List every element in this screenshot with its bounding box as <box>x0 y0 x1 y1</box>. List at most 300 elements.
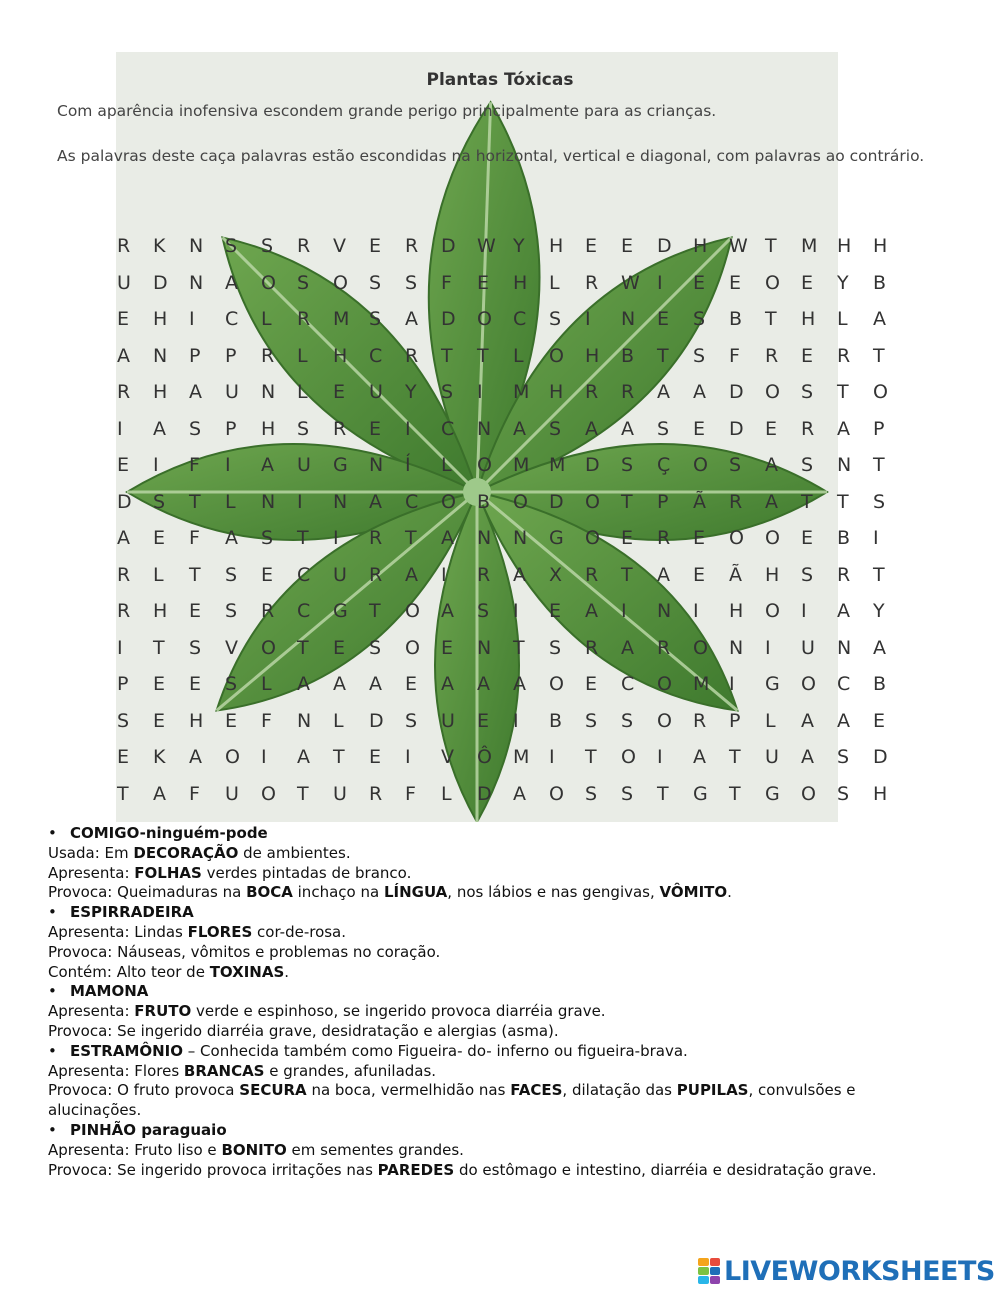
grid-letter[interactable]: A <box>297 673 310 696</box>
grid-letter[interactable]: I <box>657 746 663 769</box>
grid-letter[interactable]: E <box>369 746 382 769</box>
grid-letter[interactable]: E <box>117 746 130 769</box>
grid-letter[interactable]: E <box>189 600 202 623</box>
grid-letter[interactable]: I <box>873 527 879 550</box>
grid-letter[interactable]: O <box>657 673 672 696</box>
grid-letter[interactable]: O <box>513 490 528 513</box>
grid-letter[interactable]: R <box>117 235 131 258</box>
grid-letter[interactable]: A <box>765 454 778 477</box>
grid-letter[interactable]: T <box>657 782 669 805</box>
grid-letter[interactable]: H <box>873 782 888 805</box>
grid-letter[interactable]: T <box>621 490 633 513</box>
grid-letter[interactable]: S <box>621 709 634 732</box>
grid-letter[interactable]: S <box>369 271 382 294</box>
grid-letter[interactable]: L <box>333 709 344 732</box>
grid-letter[interactable]: T <box>657 344 669 367</box>
grid-letter[interactable]: S <box>405 709 418 732</box>
grid-letter[interactable]: H <box>585 344 600 367</box>
grid-letter[interactable]: S <box>261 527 274 550</box>
grid-letter[interactable]: N <box>477 636 492 659</box>
grid-letter[interactable]: N <box>621 308 636 331</box>
grid-letter[interactable]: E <box>693 527 706 550</box>
grid-letter[interactable]: R <box>585 563 599 586</box>
grid-letter[interactable]: I <box>441 563 447 586</box>
grid-letter[interactable]: E <box>585 235 598 258</box>
grid-letter[interactable]: N <box>513 527 528 550</box>
grid-letter[interactable]: R <box>765 344 779 367</box>
grid-letter[interactable]: L <box>513 344 524 367</box>
grid-letter[interactable]: A <box>261 454 274 477</box>
grid-letter[interactable]: V <box>333 235 346 258</box>
grid-letter[interactable]: M <box>513 746 530 769</box>
grid-letter[interactable]: R <box>729 490 743 513</box>
grid-letter[interactable]: R <box>117 381 131 404</box>
grid-letter[interactable]: U <box>765 746 779 769</box>
grid-letter[interactable]: N <box>837 454 852 477</box>
grid-letter[interactable]: A <box>513 563 526 586</box>
grid-letter[interactable]: S <box>693 308 706 331</box>
grid-letter[interactable]: H <box>189 709 204 732</box>
grid-letter[interactable]: R <box>585 636 599 659</box>
grid-letter[interactable]: R <box>369 563 383 586</box>
grid-letter[interactable]: F <box>441 271 452 294</box>
grid-letter[interactable]: E <box>585 673 598 696</box>
grid-letter[interactable]: C <box>369 344 383 367</box>
grid-letter[interactable]: N <box>189 235 204 258</box>
grid-letter[interactable]: G <box>333 600 348 623</box>
grid-letter[interactable]: Y <box>837 271 849 294</box>
grid-letter[interactable]: E <box>621 235 634 258</box>
grid-letter[interactable]: V <box>225 636 238 659</box>
grid-letter[interactable]: O <box>477 454 492 477</box>
grid-letter[interactable]: R <box>117 600 131 623</box>
grid-letter[interactable]: L <box>153 563 164 586</box>
grid-letter[interactable]: A <box>585 417 598 440</box>
grid-letter[interactable]: Ç <box>657 454 671 477</box>
grid-letter[interactable]: A <box>189 381 202 404</box>
grid-letter[interactable]: A <box>765 490 778 513</box>
grid-letter[interactable]: T <box>153 636 165 659</box>
grid-letter[interactable]: U <box>297 454 311 477</box>
grid-letter[interactable]: D <box>441 235 456 258</box>
grid-letter[interactable]: S <box>405 271 418 294</box>
grid-letter[interactable]: N <box>477 527 492 550</box>
grid-letter[interactable]: T <box>837 490 849 513</box>
grid-letter[interactable]: H <box>261 417 276 440</box>
grid-letter[interactable]: W <box>729 235 748 258</box>
grid-letter[interactable]: S <box>621 782 634 805</box>
grid-letter[interactable]: H <box>549 381 564 404</box>
grid-letter[interactable]: I <box>405 746 411 769</box>
grid-letter[interactable]: S <box>873 490 886 513</box>
grid-letter[interactable]: T <box>297 636 309 659</box>
grid-letter[interactable]: E <box>801 344 814 367</box>
grid-letter[interactable]: O <box>801 782 816 805</box>
grid-letter[interactable]: N <box>261 490 276 513</box>
grid-letter[interactable]: T <box>297 527 309 550</box>
grid-letter[interactable]: K <box>153 746 166 769</box>
grid-letter[interactable]: N <box>837 636 852 659</box>
grid-letter[interactable]: P <box>189 344 201 367</box>
grid-letter[interactable]: S <box>441 381 454 404</box>
grid-letter[interactable]: O <box>765 381 780 404</box>
grid-letter[interactable]: A <box>621 417 634 440</box>
grid-letter[interactable]: A <box>837 417 850 440</box>
grid-letter[interactable]: D <box>729 381 744 404</box>
grid-letter[interactable]: O <box>585 527 600 550</box>
grid-letter[interactable]: A <box>801 746 814 769</box>
grid-letter[interactable]: A <box>297 746 310 769</box>
grid-letter[interactable]: D <box>117 490 132 513</box>
grid-letter[interactable]: B <box>837 527 851 550</box>
grid-letter[interactable]: T <box>621 563 633 586</box>
grid-letter[interactable]: P <box>225 417 237 440</box>
grid-letter[interactable]: I <box>765 636 771 659</box>
grid-letter[interactable]: S <box>621 454 634 477</box>
grid-letter[interactable]: M <box>513 381 530 404</box>
grid-letter[interactable]: E <box>765 417 778 440</box>
grid-letter[interactable]: O <box>225 746 240 769</box>
grid-letter[interactable]: T <box>333 746 345 769</box>
grid-letter[interactable]: S <box>225 563 238 586</box>
grid-letter[interactable]: E <box>333 381 346 404</box>
grid-letter[interactable]: R <box>477 563 491 586</box>
grid-letter[interactable]: E <box>801 271 814 294</box>
grid-letter[interactable]: A <box>405 308 418 331</box>
grid-letter[interactable]: A <box>225 527 238 550</box>
grid-letter[interactable]: E <box>405 673 418 696</box>
grid-letter[interactable]: T <box>405 527 417 550</box>
grid-letter[interactable]: R <box>117 563 131 586</box>
grid-letter[interactable]: E <box>477 709 490 732</box>
grid-letter[interactable]: S <box>369 636 382 659</box>
grid-letter[interactable]: E <box>189 673 202 696</box>
grid-letter[interactable]: O <box>549 344 564 367</box>
grid-letter[interactable]: Y <box>873 600 885 623</box>
grid-letter[interactable]: T <box>585 746 597 769</box>
grid-letter[interactable]: C <box>513 308 527 331</box>
grid-letter[interactable]: C <box>621 673 635 696</box>
grid-letter[interactable]: U <box>333 782 347 805</box>
grid-letter[interactable]: S <box>549 308 562 331</box>
grid-letter[interactable]: L <box>225 490 236 513</box>
grid-letter[interactable]: E <box>153 527 166 550</box>
grid-letter[interactable]: O <box>405 600 420 623</box>
grid-letter[interactable]: N <box>369 454 384 477</box>
grid-letter[interactable]: B <box>621 344 635 367</box>
grid-letter[interactable]: R <box>657 527 671 550</box>
grid-letter[interactable]: A <box>369 490 382 513</box>
grid-letter[interactable]: Í <box>405 454 411 477</box>
grid-letter[interactable]: T <box>117 782 129 805</box>
grid-letter[interactable]: S <box>657 417 670 440</box>
grid-letter[interactable]: T <box>513 636 525 659</box>
grid-letter[interactable]: R <box>585 271 599 294</box>
grid-letter[interactable]: B <box>549 709 563 732</box>
grid-letter[interactable]: S <box>261 235 274 258</box>
grid-letter[interactable]: I <box>513 709 519 732</box>
grid-letter[interactable]: M <box>513 454 530 477</box>
grid-letter[interactable]: U <box>117 271 131 294</box>
grid-letter[interactable]: U <box>441 709 455 732</box>
grid-letter[interactable]: B <box>873 271 887 294</box>
grid-letter[interactable]: O <box>405 636 420 659</box>
grid-letter[interactable]: R <box>621 381 635 404</box>
grid-letter[interactable]: E <box>441 636 454 659</box>
grid-letter[interactable]: N <box>153 344 168 367</box>
grid-letter[interactable]: E <box>693 271 706 294</box>
grid-letter[interactable]: Ã <box>729 563 742 586</box>
grid-letter[interactable]: E <box>153 673 166 696</box>
grid-letter[interactable]: P <box>117 673 129 696</box>
grid-letter[interactable]: P <box>225 344 237 367</box>
grid-letter[interactable]: D <box>549 490 564 513</box>
grid-letter[interactable]: R <box>261 600 275 623</box>
grid-letter[interactable]: A <box>657 381 670 404</box>
grid-letter[interactable]: G <box>333 454 348 477</box>
grid-letter[interactable]: A <box>837 709 850 732</box>
grid-letter[interactable]: I <box>117 636 123 659</box>
grid-letter[interactable]: B <box>477 490 491 513</box>
grid-letter[interactable]: A <box>153 417 166 440</box>
grid-letter[interactable]: C <box>297 600 311 623</box>
grid-letter[interactable]: A <box>441 600 454 623</box>
grid-letter[interactable]: O <box>441 490 456 513</box>
grid-letter[interactable]: I <box>729 673 735 696</box>
grid-letter[interactable]: H <box>153 381 168 404</box>
grid-letter[interactable]: T <box>729 782 741 805</box>
grid-letter[interactable]: E <box>621 527 634 550</box>
grid-letter[interactable]: M <box>693 673 710 696</box>
grid-letter[interactable]: H <box>513 271 528 294</box>
grid-letter[interactable]: L <box>765 709 776 732</box>
grid-letter[interactable]: O <box>621 746 636 769</box>
grid-letter[interactable]: A <box>585 600 598 623</box>
grid-letter[interactable]: O <box>693 636 708 659</box>
grid-letter[interactable]: N <box>189 271 204 294</box>
grid-letter[interactable]: C <box>405 490 419 513</box>
grid-letter[interactable]: E <box>873 709 886 732</box>
grid-letter[interactable]: Y <box>405 381 417 404</box>
grid-letter[interactable]: L <box>297 344 308 367</box>
grid-letter[interactable]: O <box>585 490 600 513</box>
grid-letter[interactable]: N <box>729 636 744 659</box>
grid-letter[interactable]: L <box>441 454 452 477</box>
grid-letter[interactable]: E <box>117 454 130 477</box>
grid-letter[interactable]: T <box>729 746 741 769</box>
grid-letter[interactable]: S <box>801 454 814 477</box>
grid-letter[interactable]: A <box>801 709 814 732</box>
grid-letter[interactable]: D <box>153 271 168 294</box>
grid-letter[interactable]: I <box>513 600 519 623</box>
grid-letter[interactable]: V <box>441 746 454 769</box>
grid-letter[interactable]: B <box>729 308 743 331</box>
grid-letter[interactable]: W <box>477 235 496 258</box>
grid-letter[interactable]: R <box>405 235 419 258</box>
grid-letter[interactable]: H <box>765 563 780 586</box>
grid-letter[interactable]: O <box>801 673 816 696</box>
grid-letter[interactable]: I <box>117 417 123 440</box>
grid-letter[interactable]: E <box>369 417 382 440</box>
grid-letter[interactable]: S <box>189 636 202 659</box>
grid-letter[interactable]: T <box>873 563 885 586</box>
grid-letter[interactable]: A <box>225 271 238 294</box>
grid-letter[interactable]: R <box>657 636 671 659</box>
grid-letter[interactable]: A <box>657 563 670 586</box>
grid-letter[interactable]: S <box>801 563 814 586</box>
grid-letter[interactable]: O <box>765 600 780 623</box>
grid-letter[interactable]: G <box>765 673 780 696</box>
grid-letter[interactable]: D <box>441 308 456 331</box>
grid-letter[interactable]: A <box>837 600 850 623</box>
grid-letter[interactable]: S <box>225 235 238 258</box>
grid-letter[interactable]: O <box>333 271 348 294</box>
grid-letter[interactable]: T <box>477 344 489 367</box>
grid-letter[interactable]: D <box>585 454 600 477</box>
grid-letter[interactable]: F <box>405 782 416 805</box>
grid-letter[interactable]: S <box>801 381 814 404</box>
grid-letter[interactable]: O <box>477 308 492 331</box>
grid-letter[interactable]: U <box>369 381 383 404</box>
grid-letter[interactable]: L <box>837 308 848 331</box>
grid-letter[interactable]: O <box>549 673 564 696</box>
grid-letter[interactable]: Y <box>513 235 525 258</box>
grid-letter[interactable]: T <box>189 563 201 586</box>
grid-letter[interactable]: D <box>873 746 888 769</box>
grid-letter[interactable]: P <box>729 709 741 732</box>
grid-letter[interactable]: T <box>297 782 309 805</box>
grid-letter[interactable]: U <box>225 381 239 404</box>
grid-letter[interactable]: A <box>873 636 886 659</box>
grid-letter[interactable]: P <box>657 490 669 513</box>
grid-letter[interactable]: T <box>765 235 777 258</box>
grid-letter[interactable]: A <box>477 673 490 696</box>
grid-letter[interactable]: L <box>441 782 452 805</box>
grid-letter[interactable]: E <box>117 308 130 331</box>
grid-letter[interactable]: I <box>189 308 195 331</box>
grid-letter[interactable]: R <box>261 344 275 367</box>
grid-letter[interactable]: Ã <box>693 490 706 513</box>
grid-letter[interactable]: I <box>333 527 339 550</box>
grid-letter[interactable]: A <box>513 782 526 805</box>
grid-letter[interactable]: C <box>837 673 851 696</box>
grid-letter[interactable]: M <box>333 308 350 331</box>
grid-letter[interactable]: A <box>693 746 706 769</box>
grid-letter[interactable]: E <box>261 563 274 586</box>
grid-letter[interactable]: S <box>549 417 562 440</box>
grid-letter[interactable]: E <box>657 308 670 331</box>
grid-letter[interactable]: R <box>297 235 311 258</box>
grid-letter[interactable]: N <box>477 417 492 440</box>
grid-letter[interactable]: P <box>873 417 885 440</box>
grid-letter[interactable]: S <box>477 600 490 623</box>
grid-letter[interactable]: L <box>261 308 272 331</box>
grid-letter[interactable]: I <box>153 454 159 477</box>
grid-letter[interactable]: A <box>441 527 454 550</box>
grid-letter[interactable]: I <box>549 746 555 769</box>
grid-letter[interactable]: R <box>405 344 419 367</box>
grid-letter[interactable]: W <box>621 271 640 294</box>
grid-letter[interactable]: A <box>873 308 886 331</box>
grid-letter[interactable]: E <box>477 271 490 294</box>
grid-letter[interactable]: T <box>837 381 849 404</box>
grid-letter[interactable]: U <box>225 782 239 805</box>
grid-letter[interactable]: S <box>189 417 202 440</box>
grid-letter[interactable]: I <box>693 600 699 623</box>
grid-letter[interactable]: R <box>837 344 851 367</box>
grid-letter[interactable]: B <box>873 673 887 696</box>
grid-letter[interactable]: O <box>729 527 744 550</box>
grid-letter[interactable]: D <box>729 417 744 440</box>
grid-letter[interactable]: R <box>837 563 851 586</box>
grid-letter[interactable]: L <box>297 381 308 404</box>
grid-letter[interactable]: A <box>405 563 418 586</box>
grid-letter[interactable]: O <box>765 271 780 294</box>
grid-letter[interactable]: O <box>261 271 276 294</box>
grid-letter[interactable]: S <box>729 454 742 477</box>
grid-letter[interactable]: L <box>549 271 560 294</box>
grid-letter[interactable]: T <box>801 490 813 513</box>
grid-letter[interactable]: R <box>585 381 599 404</box>
grid-letter[interactable]: O <box>261 782 276 805</box>
grid-letter[interactable]: Ô <box>477 746 492 769</box>
grid-letter[interactable]: T <box>369 600 381 623</box>
grid-letter[interactable]: K <box>153 235 166 258</box>
grid-letter[interactable]: S <box>117 709 130 732</box>
word-search-grid[interactable] <box>114 228 906 812</box>
grid-letter[interactable]: N <box>261 381 276 404</box>
grid-letter[interactable]: E <box>153 709 166 732</box>
grid-letter[interactable]: G <box>549 527 564 550</box>
grid-letter[interactable]: N <box>297 709 312 732</box>
grid-letter[interactable]: C <box>441 417 455 440</box>
grid-letter[interactable]: D <box>657 235 672 258</box>
grid-letter[interactable]: T <box>873 454 885 477</box>
grid-letter[interactable]: D <box>477 782 492 805</box>
grid-letter[interactable]: T <box>765 308 777 331</box>
grid-letter[interactable]: S <box>585 709 598 732</box>
grid-letter[interactable]: F <box>261 709 272 732</box>
grid-letter[interactable]: O <box>549 782 564 805</box>
grid-letter[interactable]: I <box>225 454 231 477</box>
grid-letter[interactable]: H <box>729 600 744 623</box>
grid-letter[interactable]: R <box>369 527 383 550</box>
grid-letter[interactable]: S <box>837 782 850 805</box>
grid-letter[interactable]: H <box>153 308 168 331</box>
grid-letter[interactable]: S <box>297 417 310 440</box>
grid-letter[interactable]: D <box>369 709 384 732</box>
grid-letter[interactable]: I <box>585 308 591 331</box>
grid-letter[interactable]: S <box>297 271 310 294</box>
grid-letter[interactable]: C <box>225 308 239 331</box>
grid-letter[interactable]: H <box>873 235 888 258</box>
grid-letter[interactable]: H <box>693 235 708 258</box>
grid-letter[interactable]: A <box>693 381 706 404</box>
grid-letter[interactable]: H <box>333 344 348 367</box>
grid-letter[interactable]: O <box>765 527 780 550</box>
grid-letter[interactable]: S <box>693 344 706 367</box>
grid-letter[interactable]: U <box>333 563 347 586</box>
grid-letter[interactable]: R <box>297 308 311 331</box>
grid-letter[interactable]: F <box>729 344 740 367</box>
grid-letter[interactable]: A <box>153 782 166 805</box>
grid-letter[interactable]: S <box>837 746 850 769</box>
grid-letter[interactable]: E <box>729 271 742 294</box>
grid-letter[interactable]: T <box>189 490 201 513</box>
grid-letter[interactable]: C <box>297 563 311 586</box>
grid-letter[interactable]: G <box>765 782 780 805</box>
grid-letter[interactable]: R <box>369 782 383 805</box>
